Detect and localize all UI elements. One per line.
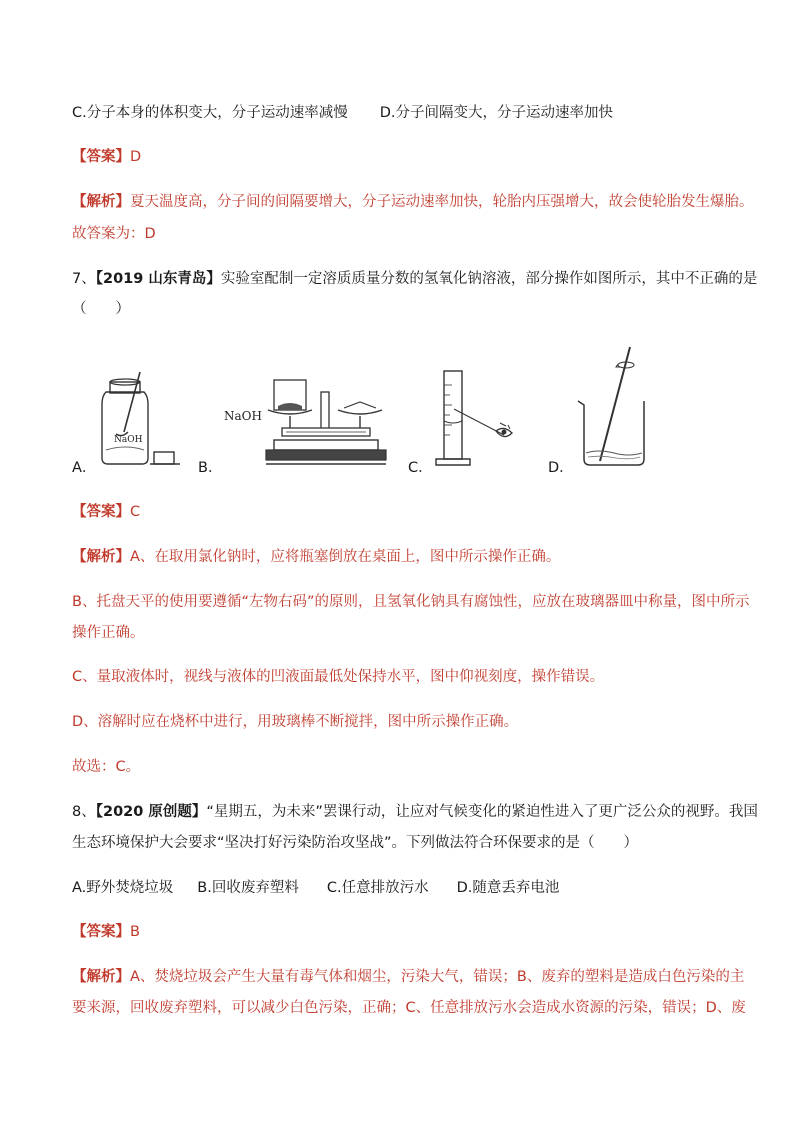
q7-source: 【2019 山东青岛】 [95,271,221,287]
q7-blank: （ ） [72,301,130,317]
figure-a-reagent-jar [92,370,187,470]
q8-source: 【2020 原创题】 [95,804,207,820]
q7-analysis-c: C、量取液体时，视线与液体的凹液面最低处保持水平，图中仰视刻度，操作错误。 [72,669,605,685]
q7-analysis-a [72,547,732,567]
q8-answer [72,922,732,942]
q6-options-row [72,103,732,123]
q7-number: 7、 [72,271,96,287]
analysis-label: 【解析】 [72,549,130,565]
q7-analysis-b-2: 操作正确。 [72,625,145,641]
q6-answer [72,147,732,167]
q6-option-c: C.分子本身的体积变大，分子运动速率减慢 [72,105,348,121]
figure-label-d: D． [548,460,574,476]
figure-c-graduated-cylinder [430,365,530,470]
q8-option-b: B.回收废弃塑料 [197,880,299,896]
figure-d-beaker-stirring [572,345,662,470]
q6-analysis [72,192,754,212]
figure-b-balance [222,370,392,470]
naoh-jar-label: NaOH [114,435,143,445]
q8-analysis-1 [72,967,745,987]
answer-value: D [130,149,142,165]
answer-label: 【答案】 [72,504,130,520]
analysis-1-text: A、焚烧垃圾会产生大量有毒气体和烟尘，污染大气，错误；B、废弃的塑料是造成白色污染的主 [130,969,745,985]
q8-stem-2: 生态环境保护大会要求“坚决打好污染防治攻坚战”。下列做法符合环保要求的是（ ） [72,835,639,851]
q8-number: 8、 [72,804,96,820]
q7-answer [72,502,732,522]
answer-label: 【答案】 [72,149,130,165]
q7-conclusion: 故选：C。 [72,759,141,775]
q8-option-d: D.随意丢弃电池 [456,880,560,896]
q6-conclusion: 故答案为：D [72,226,156,242]
q8-stem-text-1: “星期五，为未来”罢课行动，让应对气候变化的紧迫性进入了更广泛公众的视野。我国 [206,804,758,820]
q8-options-row [72,878,732,898]
q7-analysis-d: D、溶解时应在烧杯中进行，用玻璃棒不断搅拌，图中所示操作正确。 [72,714,519,730]
analysis-label: 【解析】 [72,194,130,210]
q8-stem-1 [72,802,758,822]
q8-analysis-2: 要来源，回收废弃塑料，可以减少白色污染，正确；C、任意排放污水会造成水资源的污染，错误；D、废 [72,1000,746,1016]
q8-option-c: C.任意排放污水 [326,880,429,896]
analysis-label: 【解析】 [72,969,130,985]
analysis-text: 夏天温度高，分子间的间隔要增大，分子运动速率加快，轮胎内压强增大，故会使轮胎发生爆胎。 [130,194,754,210]
answer-value: B [130,924,140,940]
analysis-a-text: A、在取用氯化钠时，应将瓶塞倒放在桌面上，图中所示操作正确。 [130,549,561,565]
figure-label-b: B． [198,460,223,476]
answer-value: C [130,504,141,520]
q8-option-a: A.野外焚烧垃圾 [72,880,174,896]
q7-analysis-b-1: B、托盘天平的使用要遵循“左物右码”的原则，且氢氧化钠具有腐蚀性，应放在玻璃器皿中称量，图中所示 [72,594,750,610]
figure-label-a: A． [72,460,97,476]
q6-option-d: D.分子间隔变大，分子运动速率加快 [379,105,614,121]
q7-stem-text: 实验室配制一定溶质质量分数的氢氧化钠溶液，部分操作如图所示，其中不正确的是 [220,271,758,287]
q7-stem [72,269,758,289]
figure-label-c: C． [408,460,433,476]
naoh-balance-label: NaOH [224,409,262,423]
answer-label: 【答案】 [72,924,130,940]
